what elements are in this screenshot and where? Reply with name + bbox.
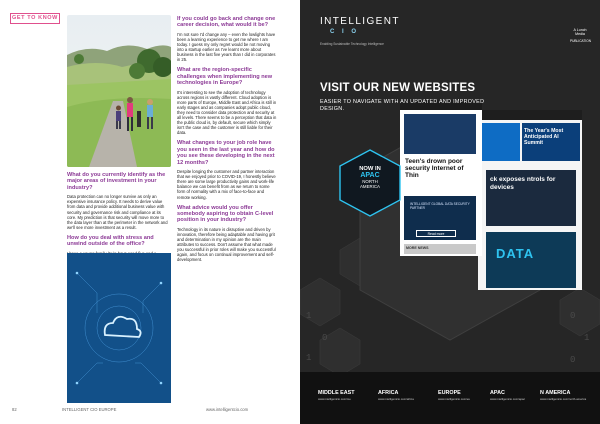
question-heading: If you could go back and change one career decision, what would it be? (177, 16, 276, 29)
publisher-mark (570, 28, 590, 43)
page-footer (0, 404, 300, 414)
publication-logo-title: INTELLIGENT (320, 16, 400, 27)
answer-paragraph: Technology in its nature is disruptive and driven by innovation, therefore being adaptable and having grit and determination in my opinion are the main attributes to success. Don't assume that what made you successful in prior roles will make you successful again, and focus on continual improvement and self-development. (177, 226, 276, 263)
region-africa[interactable] (378, 390, 438, 401)
golf-course-photo (67, 15, 171, 167)
answer-paragraph: It's interesting to see the adoption of technology across regions is vastly different. Cloud adoption is more parts of Europe, Middle East and Africa is still in early stages and as companies adopt public cloud, they need to consider data protection and security at all levels. There seems to be a perception that data in the public cloud is, by default, secure which simply isn't the case and the customer is still liable for their data. (177, 89, 277, 136)
badge-line-2: APAC (360, 172, 380, 179)
ad-headline: VISIT OUR NEW WEBSITES (320, 82, 476, 94)
svg-text:0: 0 (570, 311, 576, 321)
region-name: EUROPE (438, 390, 461, 396)
more-news-label: MORE NEWS (406, 246, 429, 250)
region-url[interactable]: www.intelligentcio.com/africa (378, 397, 414, 401)
region-n-america[interactable] (540, 390, 600, 401)
region-name: N AMERICA (540, 390, 571, 396)
region-url[interactable]: www.intelligentcio.com/north-america (540, 397, 587, 401)
section-tag: GET TO KNOW (10, 13, 60, 24)
region-name: APAC (490, 390, 505, 396)
read-more-button[interactable]: Read more (416, 230, 456, 237)
right-page-ad (300, 0, 600, 424)
question-heading: What are the region-specific challenges when implementing new technologies in Europe? (177, 67, 273, 87)
badge-line-4: AMERICA (359, 184, 380, 189)
ad-subheadline: EASIER TO NAVIGATE WITH AN UPDATED AND IMPROVED DESIGN. (320, 99, 485, 112)
question-heading: How do you deal with stress and unwind outside of the office? (67, 234, 154, 248)
publisher-label: PUBLICATION (570, 39, 592, 43)
data-label: DATA (496, 246, 535, 261)
svg-text:0: 0 (570, 355, 576, 365)
svg-text:1: 1 (306, 353, 312, 363)
tablet-title: The Year's Most Anticipated AI Summit (524, 128, 564, 146)
region-middle-east[interactable] (318, 390, 378, 401)
badge-line-3: NORTH (362, 179, 378, 184)
badge-text (340, 166, 400, 189)
hexagon-background (300, 0, 600, 424)
question-heading: What advice would you offer somebody aspiring to obtain C-level position in your industry? (177, 204, 274, 224)
publisher-name: A Lunch Media (573, 28, 587, 36)
region-name: AFRICA (378, 390, 399, 396)
cloud-tech-photo (67, 253, 171, 403)
question-heading: What changes to your job role have you seen in the last year and how do you see these developing in the next 12 months? (177, 140, 275, 166)
footer-website: www.intelligentcio.com (206, 407, 249, 412)
middle-text-column (177, 16, 277, 268)
tablet-feature-text: ck exposes ntrols for devices (490, 176, 556, 191)
page-number: 82 (12, 407, 17, 412)
region-europe[interactable] (438, 390, 498, 401)
publication-tagline: Enabling Sustainable Technology Intelligence (320, 42, 384, 46)
publication-logo-cio: C I O (330, 29, 360, 35)
region-url[interactable]: www.intelligentcio.com/me (318, 397, 351, 401)
answer-paragraph: Despite longing the customer and partner interaction that we enjoyed prior to COVID-19, I honestly believe there are some large productivity gains and work-life balance we can benefit from as we return to some form of normality with a mix of face-to-face and remote working. (177, 169, 276, 200)
region-url[interactable]: www.intelligentcio.com/eu (438, 397, 471, 401)
answer-paragraph: I'm not sure I'd change any – even the lowlights have been a learning experience to get me where I am today. I guess my only regret would be not moving into a startup earlier as I've learnt more about business in the last five years than I did in corporates in 25. (177, 31, 276, 63)
phone-headline: Teen's drown poor security Internet of Thin (405, 158, 464, 179)
svg-text:0: 0 (322, 333, 328, 343)
svg-text:1: 1 (584, 333, 590, 343)
badge-line-1: NOW IN (359, 166, 381, 172)
question-heading: What do you currently identify as the major areas of investment in your industry? (67, 172, 166, 191)
footer-brand: INTELLIGENT CIO EUROPE (62, 407, 117, 412)
answer-paragraph: Data protection can no longer survive as only an expensive insurance policy. It needs to derive value from data and provide additional business value with security and governance risk and compliance at its core. My prediction is that security will move more to the data layer than at the perimeter in the network and we'll see more investment as a result. (67, 194, 168, 230)
svg-text:1: 1 (306, 311, 312, 321)
region-url[interactable]: www.intelligentcio.com/apac (490, 397, 525, 401)
card-title: INTELLIGENT GLOBAL DATA SECURITY PARTNER (410, 202, 470, 210)
region-name: MIDDLE EAST (318, 390, 355, 396)
